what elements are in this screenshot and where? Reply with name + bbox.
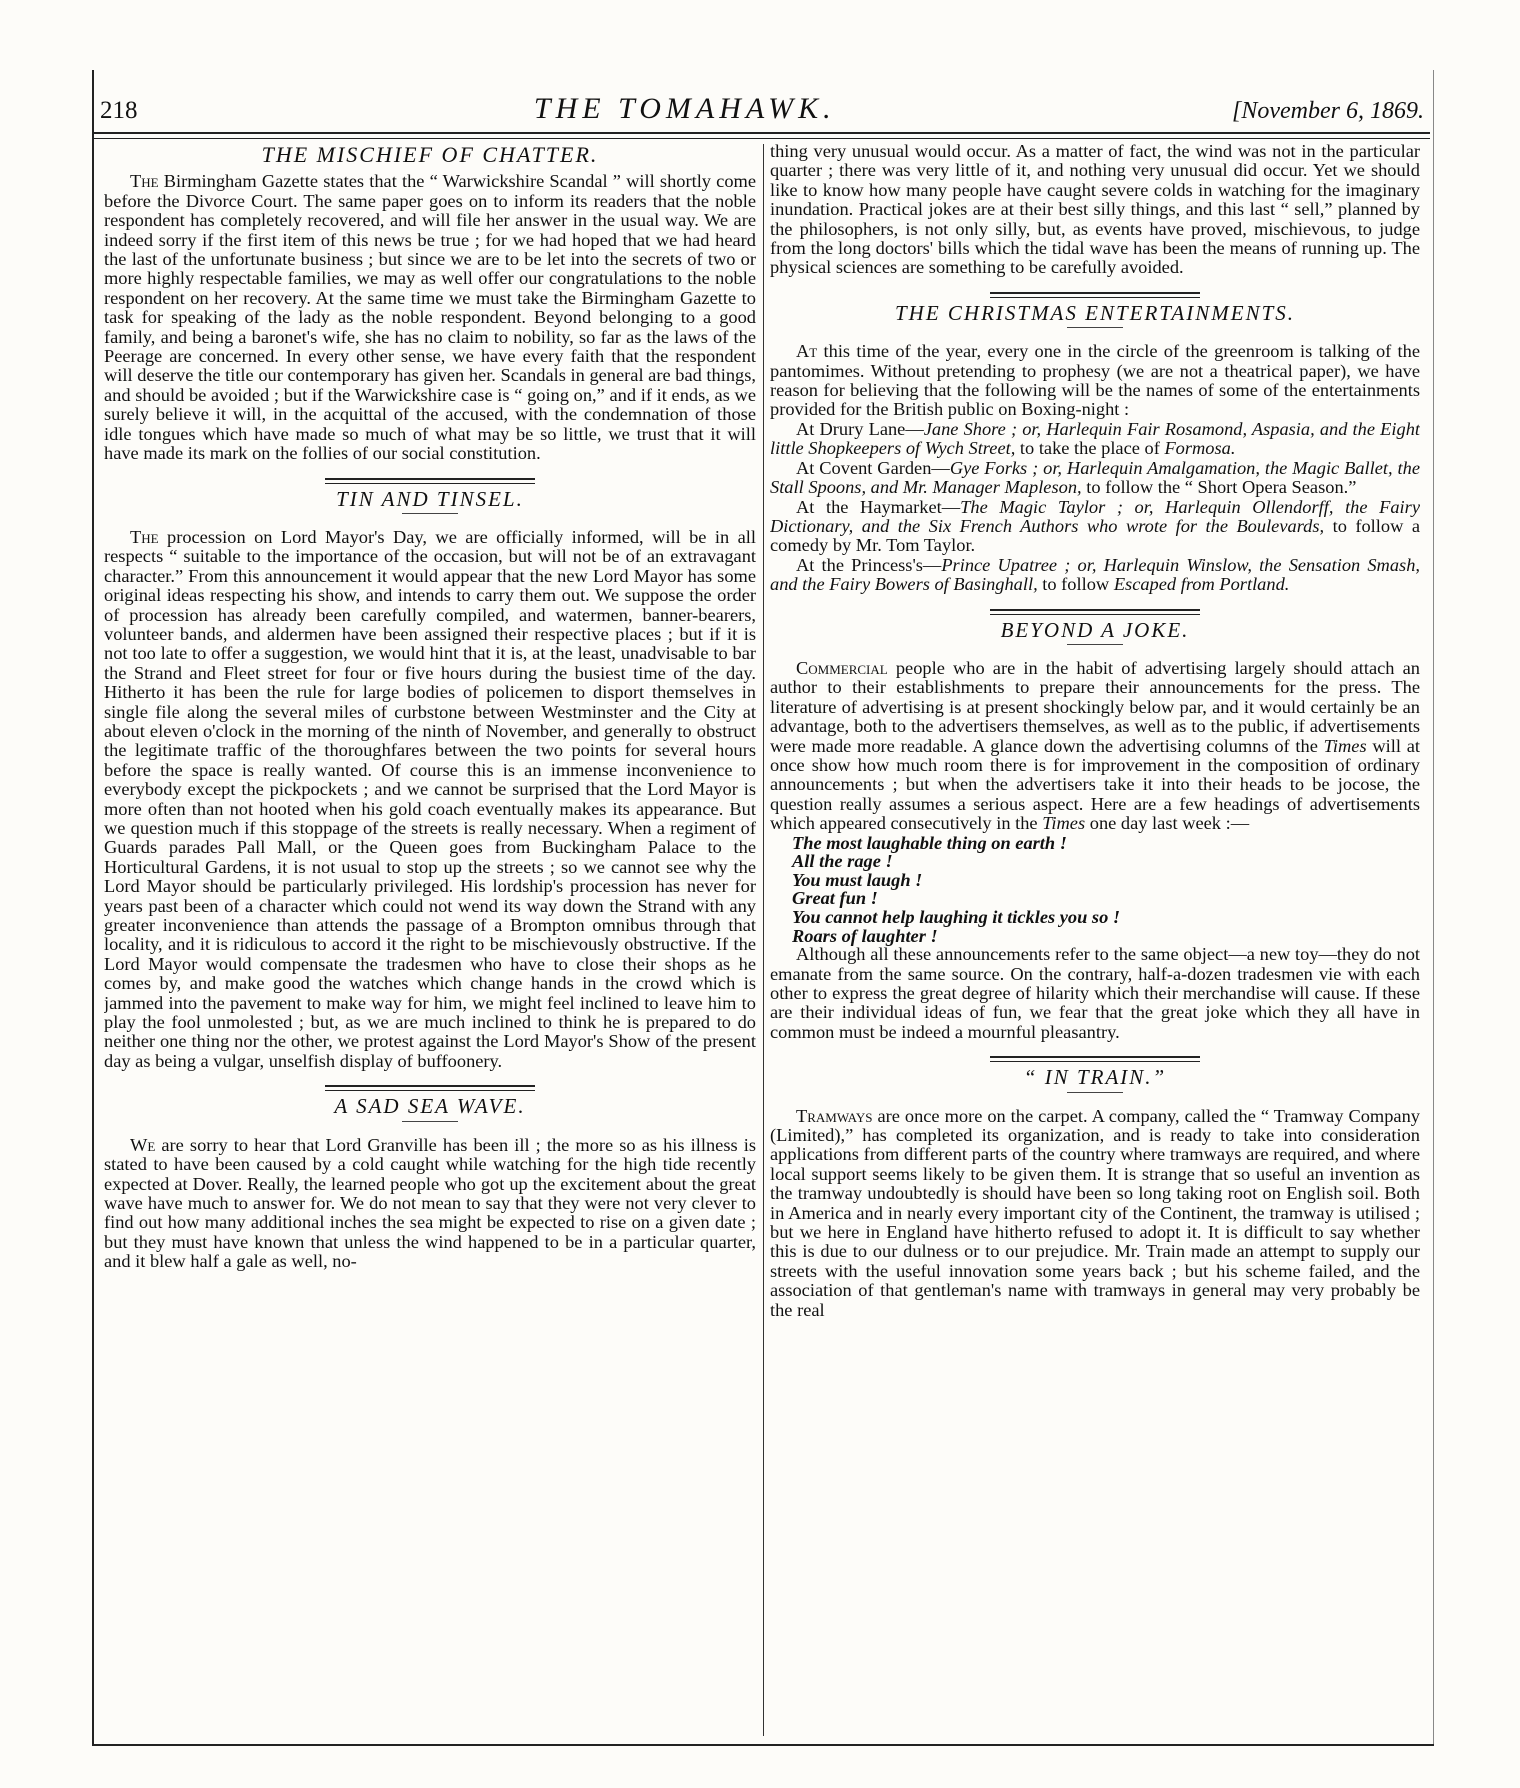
article-continuation-wave: thing very unusual would occur. As a matter of fact, the wind was not in the particular quarter ; there was very little of it, and nothing very unusual did occur. Yet we should like to know how many people have caught severe colds in watching for the imaginary inundation. Practical jokes are at their best silly things, and this last “ sell,” planned by the philosophers, is not only silly, but, as events have proved, mischievous, to judge from the long doctors' bills which the tidal wave has been the means of running up. The physical sciences are something to be carefully avoided.	[770, 142, 1420, 278]
section-rule	[325, 478, 535, 484]
pantomime-title: Jane Shore ; or, Harlequin Fair Rosamond, Aspasia, and the Eight little Shopkeepers of Wych Street,	[770, 418, 1420, 459]
section-rule	[990, 609, 1200, 615]
theatre-label: At Covent Garden—	[796, 457, 950, 478]
article-body-christmas	[770, 342, 1420, 420]
pantomime-note: to take the place of	[1019, 438, 1160, 459]
lead-word: Tramways	[796, 1105, 873, 1126]
article-body-wave	[104, 1136, 756, 1272]
header-rule	[94, 132, 1430, 134]
page-border-left	[92, 70, 94, 1746]
section-rule	[325, 1085, 535, 1091]
paragraph-text: are once more on the carpet. A company, called the “ Tramway Company (Limited),” has completed its organization, and is ready to take into consideration applications from different parts of the country where tramways are required, and where local support seems likely to be given them. It is strange that so useful an invention as the tramway undoubtedly is should have been so long taking root on English soil. Both in America and in nearly every important city of the Continent, the tramway is utilised ; but we here in England have hitherto refused to adopt it. It is difficult to say whether this is due to our dulness or to our prejudice. Mr. Train made an attempt to supply our streets with the useful innovation some years back ; but his scheme failed, and the association of that gentleman's name with tramways in general may very probably be the real	[770, 1105, 1420, 1320]
pantomime-note-title: Escaped from Portland.	[1113, 574, 1290, 595]
newspaper-name: Times	[1042, 813, 1086, 834]
lead-word: Commercial	[796, 657, 888, 678]
page-number: 218	[100, 97, 138, 124]
issue-date: [November 6, 1869.	[1232, 98, 1424, 124]
pantomime-note: to follow the “ Short Opera Season.”	[1086, 477, 1357, 498]
heading-underline	[402, 513, 458, 514]
section-rule	[990, 292, 1200, 298]
page-border-right	[1433, 70, 1434, 1746]
lead-word: The	[130, 171, 159, 192]
heading-underline	[1067, 327, 1123, 328]
article-heading-mischief: THE MISCHIEF OF CHATTER.	[261, 142, 599, 167]
lead-word: The	[130, 526, 159, 547]
paragraph-text: Birmingham Gazette states that the “ Warwickshire Scandal ” will shortly come before the Divorce Court. The same paper goes on to inform its readers that the noble respondent has completely recovered, and will file her answer in the usual way. We are indeed sorry if the first item of this news be true ; for we had hoped that we had heard the last of the unfortunate business ; but since we are to be let into the secrets of two or more highly respectable families, we may as well offer our congratulations to the noble respondent on her recovery. At the same time we must take the Birmingham Gazette to task for speaking of the lady as the noble respondent. Beyond belonging to a good family, and being a baronet's wife, she has no claim to nobility, so far as the laws of the Peerage are concerned. In every other sense, we have every faith that the respondent will deserve the title our contemporary has given her. Scandals in general are bad things, and should be avoided ; but if the Warwickshire case is “ going on,” and if it ends, as we surely believe it will, in the acquittal of the accused, with the condemnation of those idle tongues which have made so much of what may be so little, we trust that it will have made its mark on the follies of our social constitution.	[104, 171, 756, 464]
article-body-tin	[104, 528, 756, 1071]
lead-word: At	[796, 341, 818, 362]
paragraph-text: are sorry to hear that Lord Granville has been ill ; the more so as his illness is stated to have been caused by a cold caught while watching for the high tide recently expected at Dover. Really, the learned people who got up the excitement about the great wave have much to answer for. We do not mean to say that they were not very clever to find out how many additional inches the sea might be expected to rise on a given date ; but they must have known that unless the wind happened to be in a particular quarter, and it blew half a gale as well, no-	[104, 1134, 756, 1272]
article-heading-joke: BEYOND A JOKE.	[1000, 617, 1190, 642]
lead-word: We	[130, 1134, 156, 1155]
article-body-mischief	[104, 172, 756, 463]
paragraph-text: this time of the year, every one in the circle of the greenroom is talking of the pantomimes. Without pretending to prophesy (we are not a theatrical paper), we have reason for believing that the following will be the names of some of the entertainments provided for the British public on Boxing-night :	[770, 341, 1420, 420]
heading-underline	[1067, 1092, 1123, 1093]
heading-underline	[402, 1121, 458, 1122]
paragraph-text: people who are in the habit of advertising largely should attach an author to their establishments to prepare their announcements for the press. The literature of advertising is at present shockingly below par, and it would certainly be an advantage, both to the advertisers themselves, as well as to the public, if advertisements were made more readable. A glance down the advertising columns of the	[770, 657, 1420, 756]
theatre-label: At the Haymarket—	[796, 496, 961, 517]
advert-slogan: All the rage !	[792, 851, 893, 872]
page-border-bottom	[92, 1744, 1434, 1746]
article-heading-christmas: THE CHRISTMAS ENTERTAINMENTS.	[894, 300, 1296, 325]
advert-slogan: Great fun !	[792, 888, 878, 909]
advert-slogan: You must laugh !	[792, 869, 923, 890]
pantomime-title: The Magic Taylor ; or, Harlequin Ollendorff, the Fairy Dictionary, and the Six French Authors who wrote for the Boulevards,	[770, 496, 1420, 536]
right-column	[770, 142, 1420, 1734]
pantomime-note-title: Formosa.	[1164, 438, 1236, 459]
pantomime-note: to follow a comedy by Mr. Tom Taylor.	[770, 515, 1420, 556]
section-rule	[990, 1056, 1200, 1062]
theatre-label: At the Princess's—	[796, 554, 942, 575]
newspaper-page	[94, 70, 1434, 1746]
article-heading-train: “ IN TRAIN.”	[1023, 1065, 1167, 1090]
article-body-joke	[770, 659, 1420, 834]
article-body-train	[770, 1107, 1420, 1320]
running-header	[100, 92, 1424, 128]
advertisement-headings	[770, 834, 1420, 946]
pantomime-title: Gye Forks ; or, Harlequin Amalgamation, the Magic Ballet, the Stall Spoons, and Mr. Manager Mapleson,	[770, 457, 1420, 498]
pantomime-haymarket	[770, 498, 1420, 556]
theatre-label: At Drury Lane—	[796, 418, 924, 439]
advert-slogan: Roars of laughter !	[792, 925, 938, 946]
pantomime-drury-lane	[770, 420, 1420, 459]
pantomime-note: to follow	[1042, 574, 1110, 595]
article-body-joke-2: Although all these announcements refer to the same object—a new toy—they do not emanate from the same source. On the contrary, half-a-dozen tradesmen vie with each other to express the great degree of hilarity which their merchandise will cause. If these are their individual ideas of fun, we fear that the great joke which they all have in common must be indeed a mournful pleasantry.	[770, 944, 1420, 1042]
paragraph-text: one day last week :—	[1089, 813, 1250, 834]
heading-underline	[1067, 644, 1123, 645]
paragraph-text: will at once show how much room there is for improvement in the composition of ordinary announcements ; but when the advertisers take it into their heads to be jocose, the question really assumes a serious aspect. Here are a few headings of advertisements which appeared consecutively in the	[770, 735, 1420, 834]
pantomime-title: Prince Upatree ; or, Harlequin Winslow, the Sensation Smash, and the Fairy Bowers of Basinghall,	[770, 554, 1420, 595]
masthead-title: THE TOMAHAWK.	[533, 92, 836, 125]
article-heading-wave: A SAD SEA WAVE.	[334, 1094, 526, 1119]
article-heading-tin: TIN AND TINSEL.	[336, 486, 524, 511]
pantomime-covent-garden	[770, 459, 1420, 498]
pantomime-princess	[770, 556, 1420, 595]
header-rule-thin	[94, 138, 1430, 139]
advert-slogan: The most laughable thing on earth !	[792, 832, 1067, 853]
advert-slogan: You cannot help laughing it tickles you so !	[792, 906, 1121, 927]
column-divider	[763, 144, 764, 1736]
newspaper-name: Times	[1323, 735, 1367, 756]
left-column	[104, 142, 756, 1734]
paragraph-text: procession on Lord Mayor's Day, we are officially informed, will be in all respects “ suitable to the importance of the occasion, but will not be of an extravagant character.” From this announcement it would appear that the new Lord Mayor has some original ideas respecting his show, and intends to carry them out. We suppose the order of procession has already been carefully compiled, and watermen, banner-bearers, volunteer bands, and aldermen have been assigned their respective places ; but if it is not too late to offer a suggestion, we would hint that it is, at the least, unadvisable to bar the Strand and Fleet street for four or five hours during the busiest time of the day. Hitherto it has been the rule for large bodies of policemen to disport themselves in single file along the several miles of curbstone between Westminster and the City at about eleven o'clock in the morning of the ninth of November, and generally to obstruct the legitimate traffic of the thoroughfares between the two points for several hours before the space is really wanted. Of course this is an immense inconvenience to everybody except the pickpockets ; and we cannot be surprised that the Lord Mayor is more often than not hooted when his gold coach eventually makes its appearance. But we question much if this stoppage of the streets is really necessary. When a regiment of Guards parades Pall Mall, or the Queen goes from Buckingham Palace to the Horticultural Gardens, it is not usual to stop up the streets ; so we cannot see why the Lord Mayor should be particularly privileged. His lordship's procession has never for years past been of a character which could not wend its way down the Strand with any greater inconvenience than attends the passage of a Brompton omnibus through that locality, and it is ridiculous to accord it the right to be mischievously obstructive. If the Lord Mayor would compensate the tradesmen who have to close their shops as he comes by, and make good the watches which change hands in the crowd which is jammed into the pavement to make way for him, we might feel inclined to leave him to play the fool unmolested ; but, as we are much inclined to think he is prepared to do neither one thing nor the other, we protest against the Lord Mayor's Show of the present day as being a vulgar, unselfish display of buffoonery.	[104, 526, 756, 1071]
